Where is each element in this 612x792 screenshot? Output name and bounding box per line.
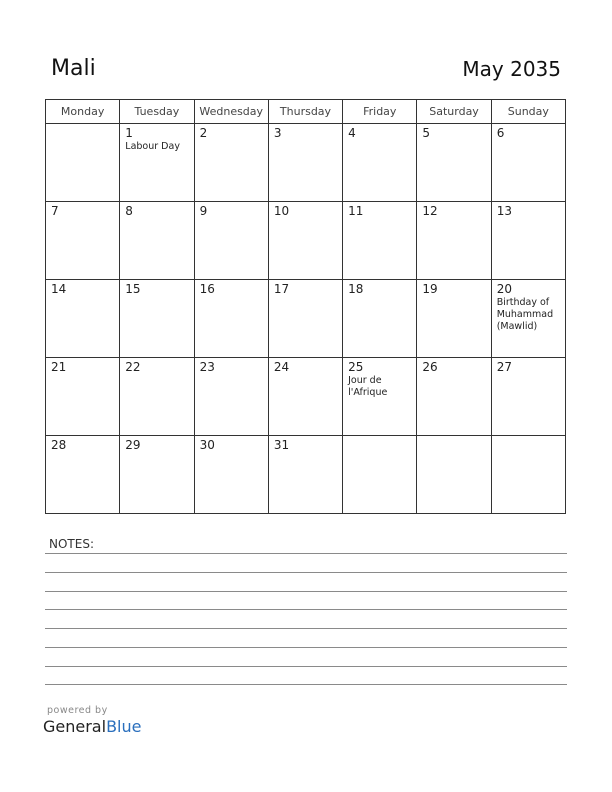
day-number: 2 [199,126,208,140]
day-number: 27 [496,360,512,374]
day-number: 21 [51,360,67,374]
day-cell [46,202,120,280]
day-cell [120,358,194,436]
day-cell [194,124,268,202]
calendar-grid [45,99,566,514]
day-cell [268,124,342,202]
holiday-label: Jour de l'Afrique [348,375,388,398]
weekday-friday: Friday [343,100,417,124]
week-row [46,202,566,280]
holiday-label: Birthday of Muhammad (Mawlid) [496,297,554,332]
powered-by-text: powered by [47,705,108,716]
week-row [46,358,566,436]
day-cell [46,280,120,358]
day-cell [491,202,565,280]
day-number: 16 [199,282,215,296]
notes-line [45,647,567,648]
notes-line [45,684,567,685]
weekday-saturday: Saturday [417,100,491,124]
day-cell [417,436,491,514]
weekday-thursday: Thursday [268,100,342,124]
day-cell [268,202,342,280]
day-number: 11 [348,204,364,218]
day-cell [343,202,417,280]
day-number: 26 [422,360,438,374]
day-cell [343,358,417,436]
day-cell [46,124,120,202]
holiday-label: Labour Day [125,141,180,152]
day-cell [268,436,342,514]
day-cell [268,280,342,358]
notes-line [45,628,567,629]
day-cell [194,436,268,514]
day-cell [268,358,342,436]
day-number: 29 [125,438,141,452]
day-cell [417,124,491,202]
day-number: 15 [125,282,141,296]
day-number: 31 [273,438,290,452]
day-number: 18 [348,282,364,296]
day-number: 10 [273,204,290,218]
day-number: 9 [199,204,208,218]
day-cell [46,358,120,436]
day-number: 17 [273,282,290,296]
day-cell [194,358,268,436]
day-number: 13 [496,204,512,218]
day-cell [417,280,491,358]
day-cell [46,436,120,514]
day-cell [120,124,194,202]
weekday-monday: Monday [46,100,120,124]
day-number: 12 [422,204,438,218]
day-number: 1 [125,126,133,140]
day-number: 8 [125,204,133,218]
notes-label: NOTES: [49,537,94,551]
day-number: 7 [51,204,59,218]
notes-line [45,666,567,667]
brand-general: General [43,717,107,736]
day-number: 22 [125,360,141,374]
day-number: 3 [273,126,282,140]
day-cell [343,436,417,514]
notes-line [45,572,567,573]
notes-line [45,609,567,610]
day-cell [120,436,194,514]
day-number: 4 [348,126,356,140]
weekday-header-row [46,100,566,124]
notes-line [45,553,567,554]
day-number: 23 [199,360,215,374]
day-number: 6 [496,126,505,140]
day-number: 20 [496,282,512,296]
weekday-tuesday: Tuesday [120,100,194,124]
day-cell [120,280,194,358]
day-number: 14 [51,282,67,296]
weekday-wednesday: Wednesday [194,100,268,124]
day-number: 25 [348,360,364,374]
day-number: 30 [199,438,215,452]
weekday-sunday: Sunday [491,100,565,124]
day-cell [491,280,565,358]
day-cell [417,202,491,280]
day-cell [343,280,417,358]
day-number: 5 [422,126,431,140]
day-cell [343,124,417,202]
notes-line [45,591,567,592]
day-cell [194,280,268,358]
generalblue-logo [43,717,141,736]
day-number: 19 [422,282,438,296]
week-row [46,124,566,202]
country-title: Mali [51,56,96,81]
month-year-title: May 2035 [462,57,561,81]
day-number: 28 [51,438,67,452]
day-cell [417,358,491,436]
day-cell [491,124,565,202]
day-cell [491,358,565,436]
week-row [46,436,566,514]
day-number: 24 [273,360,290,374]
day-cell [491,436,565,514]
brand-blue: Blue [106,717,142,736]
day-cell [120,202,194,280]
day-cell [194,202,268,280]
week-row [46,280,566,358]
